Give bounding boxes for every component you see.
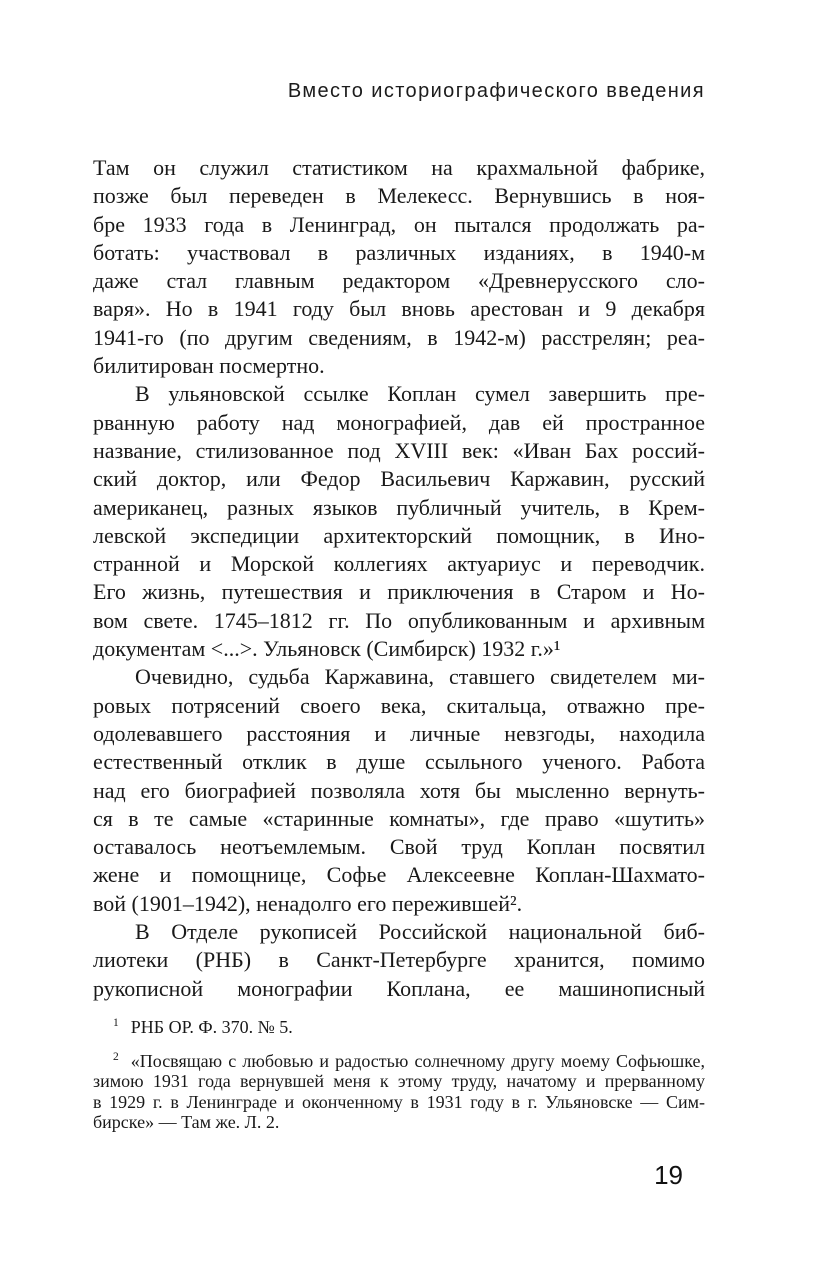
running-head: Вместо историографического введения [287,80,705,102]
text-line: позже был переведен в Мелекесс. Вернувшись в ноя- [93,183,705,209]
text-line: над его биографией позволяла хотя бы мысленно вернуть- [93,777,705,803]
footnote-marker: 1 [113,1017,119,1029]
footnote-line: зимою 1931 года вернувшей меня к этому труду, начатому и прерванному [93,1071,705,1092]
body-text [93,154,705,1003]
text-line: лиотеки (РНБ) в Санкт-Петербурге хранится, помимо [93,947,705,973]
text-line: Там он служил статистиком на крахмальной фабрике, [93,155,705,180]
text-line: вой (1901–1942), ненадолго его пережившей². [93,890,523,916]
footnotes [93,1013,705,1133]
footnote-line: $^2$ «Посвящаю с любовью и радостью солнечному другу моему Софьюшке, [113,1050,705,1071]
text-line: левской экспедиции архитекторский помощник, в Ино- [93,522,705,548]
text-line: варя». Но в 1941 году был вновь арестован и 9 декабря [93,296,705,322]
paragraph [93,663,705,918]
footnote [93,1013,705,1038]
text-line: 1941-го (по другим сведениям, в 1942-м) расстрелян; реа- [93,324,705,350]
text-line: одолевавшего расстояния и личные невзгоды, находила [93,720,705,746]
text-line: бре 1933 года в Ленинград, он пытался продолжать ра- [93,211,705,237]
footnote-marker: 2 [113,1050,119,1063]
text-line: рукописной монографии Коплана, ее машинописный [93,975,705,1001]
text-line: вом свете. 1745–1812 гг. По опубликованным и архивным [93,607,705,633]
text-line: странной и Морской коллегиях актуариус и переводчик. [93,551,705,577]
text-line: рванную работу над монографией, дав ей пространное [93,409,705,435]
text-line: документам <...>. Ульяновск (Симбирск) 1932 г.»¹ [93,636,561,662]
paragraph [93,918,705,1003]
footnote [93,1047,705,1133]
text-line: оставалось неотъемлемым. Свой труд Коплан посвятил [93,834,705,860]
page-number: 19 [654,1160,683,1190]
text-line: В Отделе рукописей Российской национальной биб- [135,919,705,945]
text-line: Очевидно, судьба Каржавина, ставшего свидетелем ми- [135,664,705,690]
footnote-line: $^1$ РНБ ОР. Ф. 370. № 5. [113,1017,293,1037]
text-line: Его жизнь, путешествия и приключения в Старом и Но- [93,579,705,605]
text-line: американец, разных языков публичный учитель, в Крем- [93,494,705,520]
footnote-line: в 1929 г. в Ленинграде и оконченному в 1931 году в г. Ульяновске — Сим- [93,1091,705,1112]
text-line: ский доктор, или Федор Васильевич Каржавин, русский [93,466,705,492]
text-line: ровых потрясений своего века, скитальца, отважно пре- [93,692,705,718]
text-line: ботать: участвовал в различных изданиях, в 1940-м [93,239,705,265]
text-line: естественный отклик в душе ссыльного ученого. Работа [93,749,705,775]
text-line: даже стал главным редактором «Древнерусского сло- [93,268,705,294]
text-line: ся в те самые «старинные комнаты», где право «шутить» [93,805,705,831]
footnote-line: бирске» — Там же. Л. 2. [93,1112,280,1133]
paragraph [93,380,705,663]
text-line: билитирован посмертно. [93,353,325,379]
text-line: жене и помощнице, Софье Алексеевне Коплан-Шахмато- [93,862,705,888]
text-line: В ульяновской ссылке Коплан сумел завершить пре- [135,381,705,407]
paragraph [93,154,705,380]
text-line: название, стилизованное под XVIII век: «Иван Бах россий- [93,437,705,463]
